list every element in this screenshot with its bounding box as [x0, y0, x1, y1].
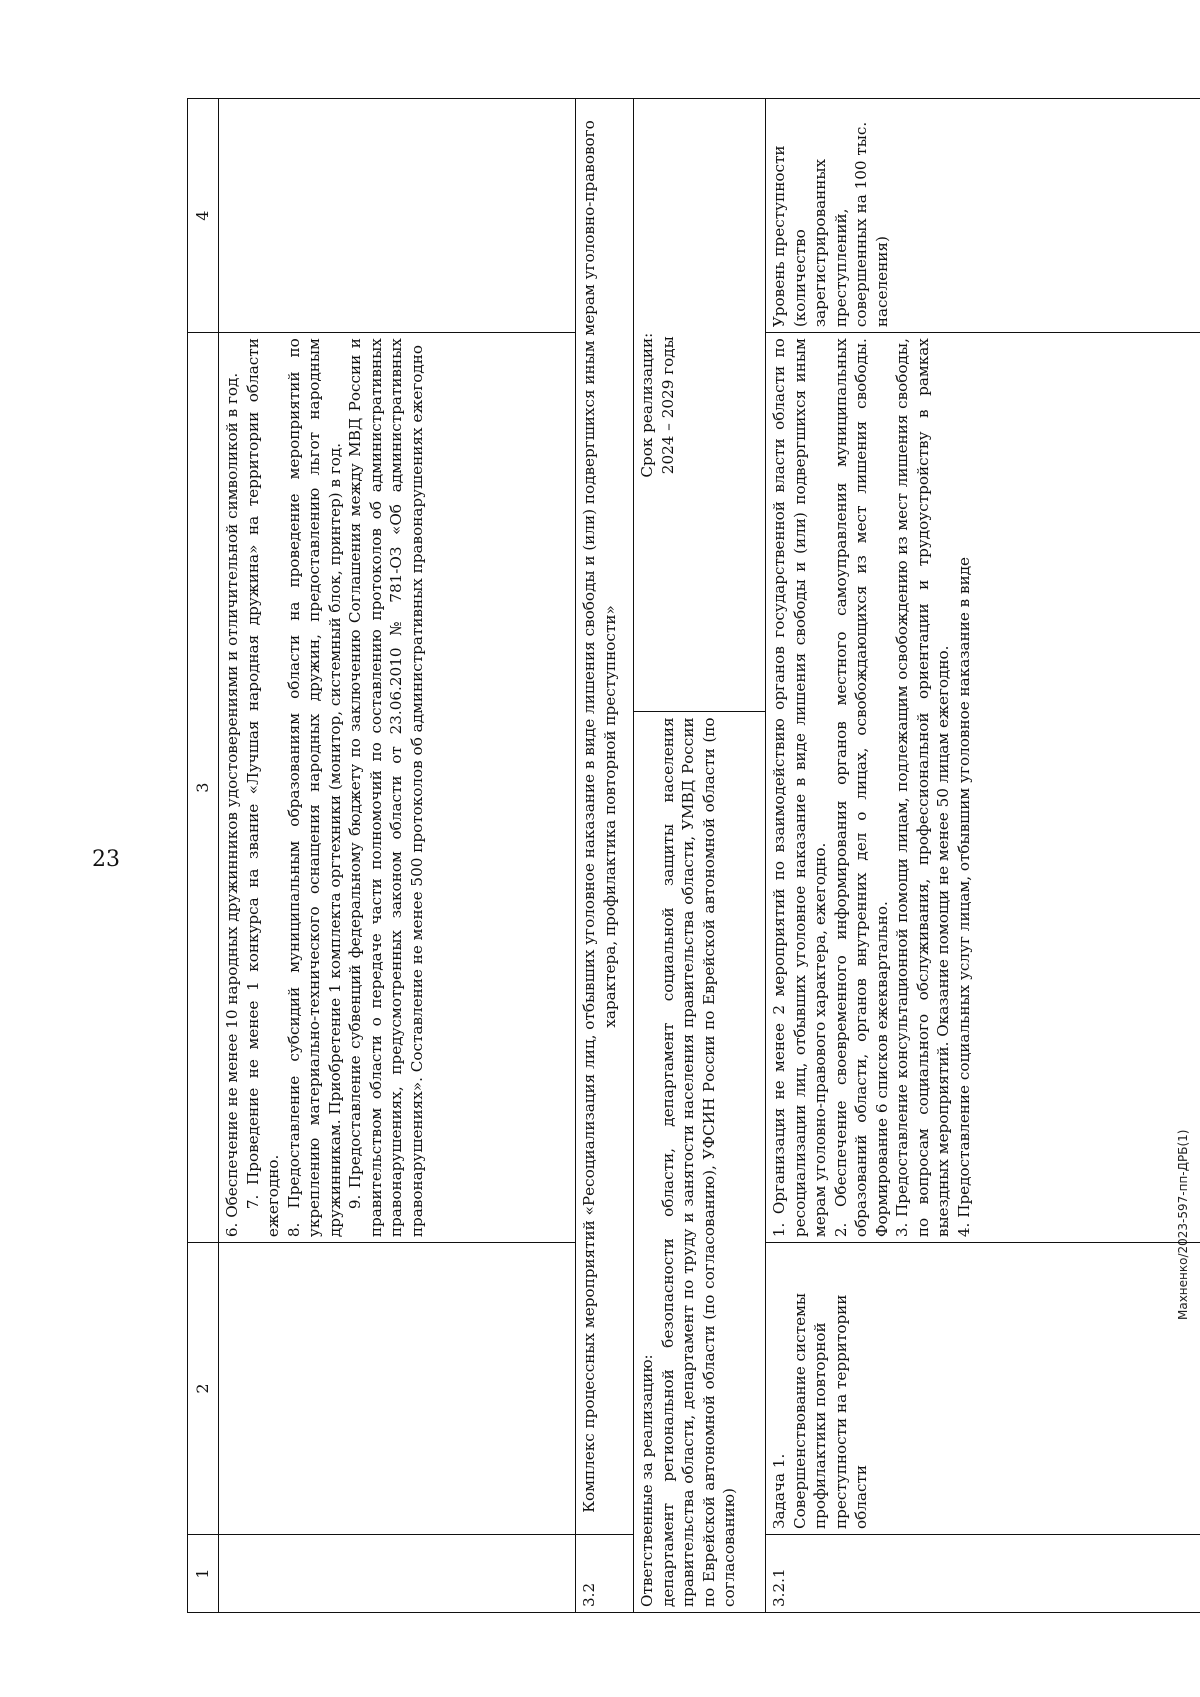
activity-item: 9. Предоставление субвенций федеральному бюджету по заключению Соглашения между МВД России и правительством области о передаче части полномочий по составлению протоколов об административных правонарушениях, предусмотренных законом области от 23.06.2010 № 781-ОЗ «Об административных правонарушениях». Составление не менее 500 протоколов об административных правонарушениях ежегодно — [346, 338, 426, 1238]
activity-item: 1. Организация не менее 2 мероприятий по взаимодействию органов государственной власти области по ресоциализации лиц, отбывших уголовное наказание в виде лишения свободы и (или) подвергшихся иным мерам уголовно-правового характера, ежегодно. — [770, 338, 829, 1238]
task-text: Совершенствование системы профилактики повторной преступности на территории области — [790, 1293, 870, 1529]
activity-item: 6. Обеспечение не менее 10 народных дружинников удостоверениями и отличительной символикой в год. — [223, 372, 241, 1238]
activity-item: 7. Проведение не менее 1 конкурса на звание «Лучшая народная дружина» на территории области ежегодно. — [243, 338, 282, 1238]
responsible-text: департамент региональной безопасности области, департамент социальной защиты населения правительства области, департамент по труду и занятости населения правительства области, УМВД России по Еврейской автономной области (по согласованию), УФСИН России по Еврейской автономной области (по согласованию) — [658, 717, 738, 1607]
section-number: 3.2 — [576, 1534, 634, 1612]
responsible-label: Ответственные за реализацию: — [638, 1354, 656, 1607]
cont-activities-cell — [219, 333, 576, 1243]
page-number: 23 — [92, 847, 120, 872]
activity-item: 2. Обеспечение своевременного информирования органов местного самоуправления муниципальных образований области, органов внутренних дел о лицах, освобождающихся из мест лишения свободы. Формирование 6 списков ежеквартально. — [831, 338, 891, 1238]
document-code: Махненко/2023-597-пп-ДРБ(1) — [1176, 1129, 1190, 1320]
section-title: Комплекс процессных мероприятий «Ресоциализация лиц, отбывших уголовное наказание в виде лишения свободы и (или) подвергшихся иным мерам уголовно-правового характера, профилактика повторной преступности» — [576, 99, 634, 1535]
task-activities-cell — [766, 333, 1200, 1243]
task-label: Задача 1. — [770, 1453, 788, 1529]
activity-item: 3. Предоставление консультационной помощи лицам, подлежащим освобождению из мест лишения свободы, по вопросам социального обслуживания, профессиональной ориентации и трудоустройству в рамках выездных мероприятий. Оказание помощи не менее 50 лицам ежегодно. — [893, 338, 952, 1238]
term-cell — [634, 99, 766, 712]
program-table — [187, 98, 1200, 1613]
header-col-3: 3 — [188, 333, 219, 1243]
activity-item: 4. Предоставление социальных услуг лицам, отбывшим уголовное наказание в виде — [954, 556, 973, 1238]
cont-cell-empty-4 — [219, 99, 576, 333]
row-number: 3.2.1 — [766, 1534, 1200, 1612]
indicator-cell: Уровень преступности (количество зарегистрированных преступлений, совершенных на 100 тыс. населения) — [766, 99, 1200, 333]
cont-cell-empty-1 — [219, 1534, 576, 1612]
activity-item: 8. Предоставление субсидий муниципальным образованиям области на проведение мероприятий по укреплению материально-технического оснащения народных дружин, предоставлению льгот народным дружинникам. Приобретение 1 комплекта оргтехники (монитор, системный блок, принтер) в год. — [284, 338, 344, 1238]
term-label: Срок реализации: — [638, 332, 656, 478]
header-col-4: 4 — [188, 99, 219, 333]
header-col-1: 1 — [188, 1534, 219, 1612]
header-col-2: 2 — [188, 1243, 219, 1535]
responsible-cell — [634, 712, 766, 1613]
rotated-table-container — [187, 98, 1200, 1613]
task-cell — [766, 1243, 1200, 1535]
cont-cell-empty-2 — [219, 1243, 576, 1535]
term-value: 2024 – 2029 годы — [658, 336, 677, 475]
